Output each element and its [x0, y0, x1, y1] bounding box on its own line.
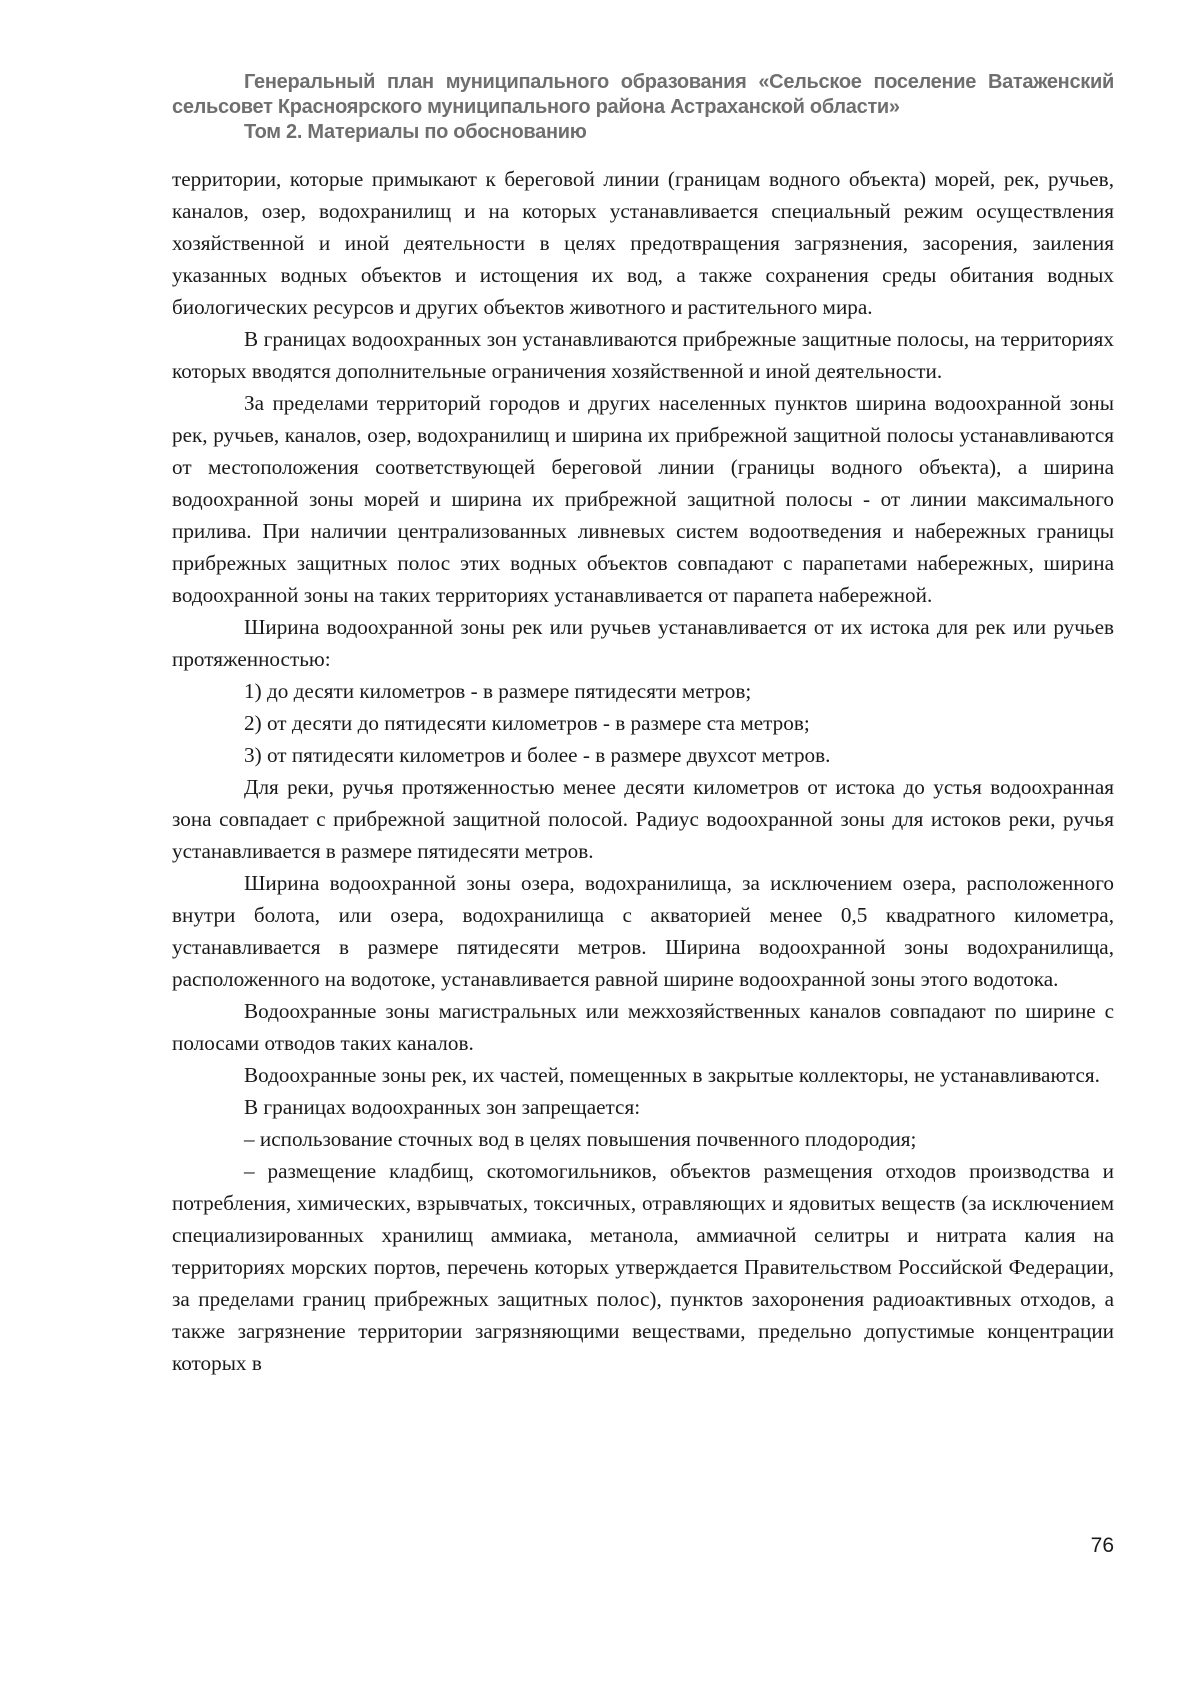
paragraph: Для реки, ручья протяженностью менее десяти километров от истока до устья водоохранная зона совпадает с прибрежной защитной полосой. Радиус водоохранной зоны для истоков реки, ручья устанавливается в размере пятидесяти метров. [172, 775, 1114, 863]
list-item: 2) от десяти до пятидесяти километров - в размере ста метров; [244, 711, 810, 735]
paragraph: Водоохранные зоны магистральных или межхозяйственных каналов совпадают по ширине с полосами отводов таких каналов. [172, 999, 1114, 1055]
paragraph: – размещение кладбищ, скотомогильников, объектов размещения отходов производства и потребления, химических, взрывчатых, токсичных, отравляющих и ядовитых веществ (за исключением специализированных хранилищ аммиака, метанола, аммиачной селитры и нитрата калия на территориях морских портов, перечень которых утверждается Правительством Российской Федерации, за пределами границ прибрежных защитных полос), пунктов захоронения радиоактивных отходов, а также загрязнение территории загрязняющими веществами, предельно допустимые концентрации которых в [172, 1159, 1114, 1375]
paragraph: В границах водоохранных зон запрещается: [244, 1095, 641, 1119]
list-item: 1) до десяти километров - в размере пятидесяти метров; [244, 679, 752, 703]
list-item: 3) от пятидесяти километров и более - в размере двухсот метров. [244, 743, 831, 767]
page-number: 76 [1090, 1534, 1114, 1557]
header-line-2: сельсовет Красноярского муниципального района Астраханской области» [172, 96, 900, 118]
paragraph: Водоохранные зоны рек, их частей, помещенных в закрытые коллекторы, не устанавливаются. [244, 1063, 1100, 1087]
paragraph: За пределами территорий городов и других населенных пунктов ширина водоохранной зоны рек, ручьев, каналов, озер, водохранилищ и ширина их прибрежной защитной полосы устанавливаются от местоположения соответствующей береговой линии (границы водного объекта), а ширина водоохранной зоны морей и ширина их прибрежной защитной полосы - от линии максимального прилива. При наличии централизованных ливневых систем водоотведения и набережных границы прибрежных защитных полос этих водных объектов совпадают с парапетами набережных, ширина водоохранной зоны на таких территориях устанавливается от парапета набережной. [172, 391, 1114, 607]
header-line-3: Том 2. Материалы по обоснованию [244, 121, 587, 143]
paragraph: В границах водоохранных зон устанавливаются прибрежные защитные полосы, на территориях которых вводятся дополнительные ограничения хозяйственной и иной деятельности. [172, 327, 1114, 383]
header-line-1: Генеральный план муниципального образования «Сельское поселение Ватаженский [244, 71, 1114, 93]
paragraph: Ширина водоохранной зоны озера, водохранилища, за исключением озера, расположенного внутри болота, или озера, водохранилища с акваторией менее 0,5 квадратного километра, устанавливается в размере пятидесяти метров. Ширина водоохранной зоны водохранилища, расположенного на водотоке, устанавливается равной ширине водоохранной зоны этого водотока. [172, 871, 1114, 991]
running-header [172, 70, 1114, 145]
document-body [172, 163, 1114, 1379]
paragraph: территории, которые примыкают к береговой линии (границам водного объекта) морей, рек, ручьев, каналов, озер, водохранилищ и на которых устанавливается специальный режим осуществления хозяйственной и иной деятельности в целях предотвращения загрязнения, засорения, заиления указанных водных объектов и истощения их вод, а также сохранения среды обитания водных биологических ресурсов и других объектов животного и растительного мира. [172, 167, 1114, 319]
list-item: – использование сточных вод в целях повышения почвенного плодородия; [244, 1127, 917, 1151]
paragraph: Ширина водоохранной зоны рек или ручьев устанавливается от их истока для рек или ручьев протяженностью: [172, 615, 1114, 671]
